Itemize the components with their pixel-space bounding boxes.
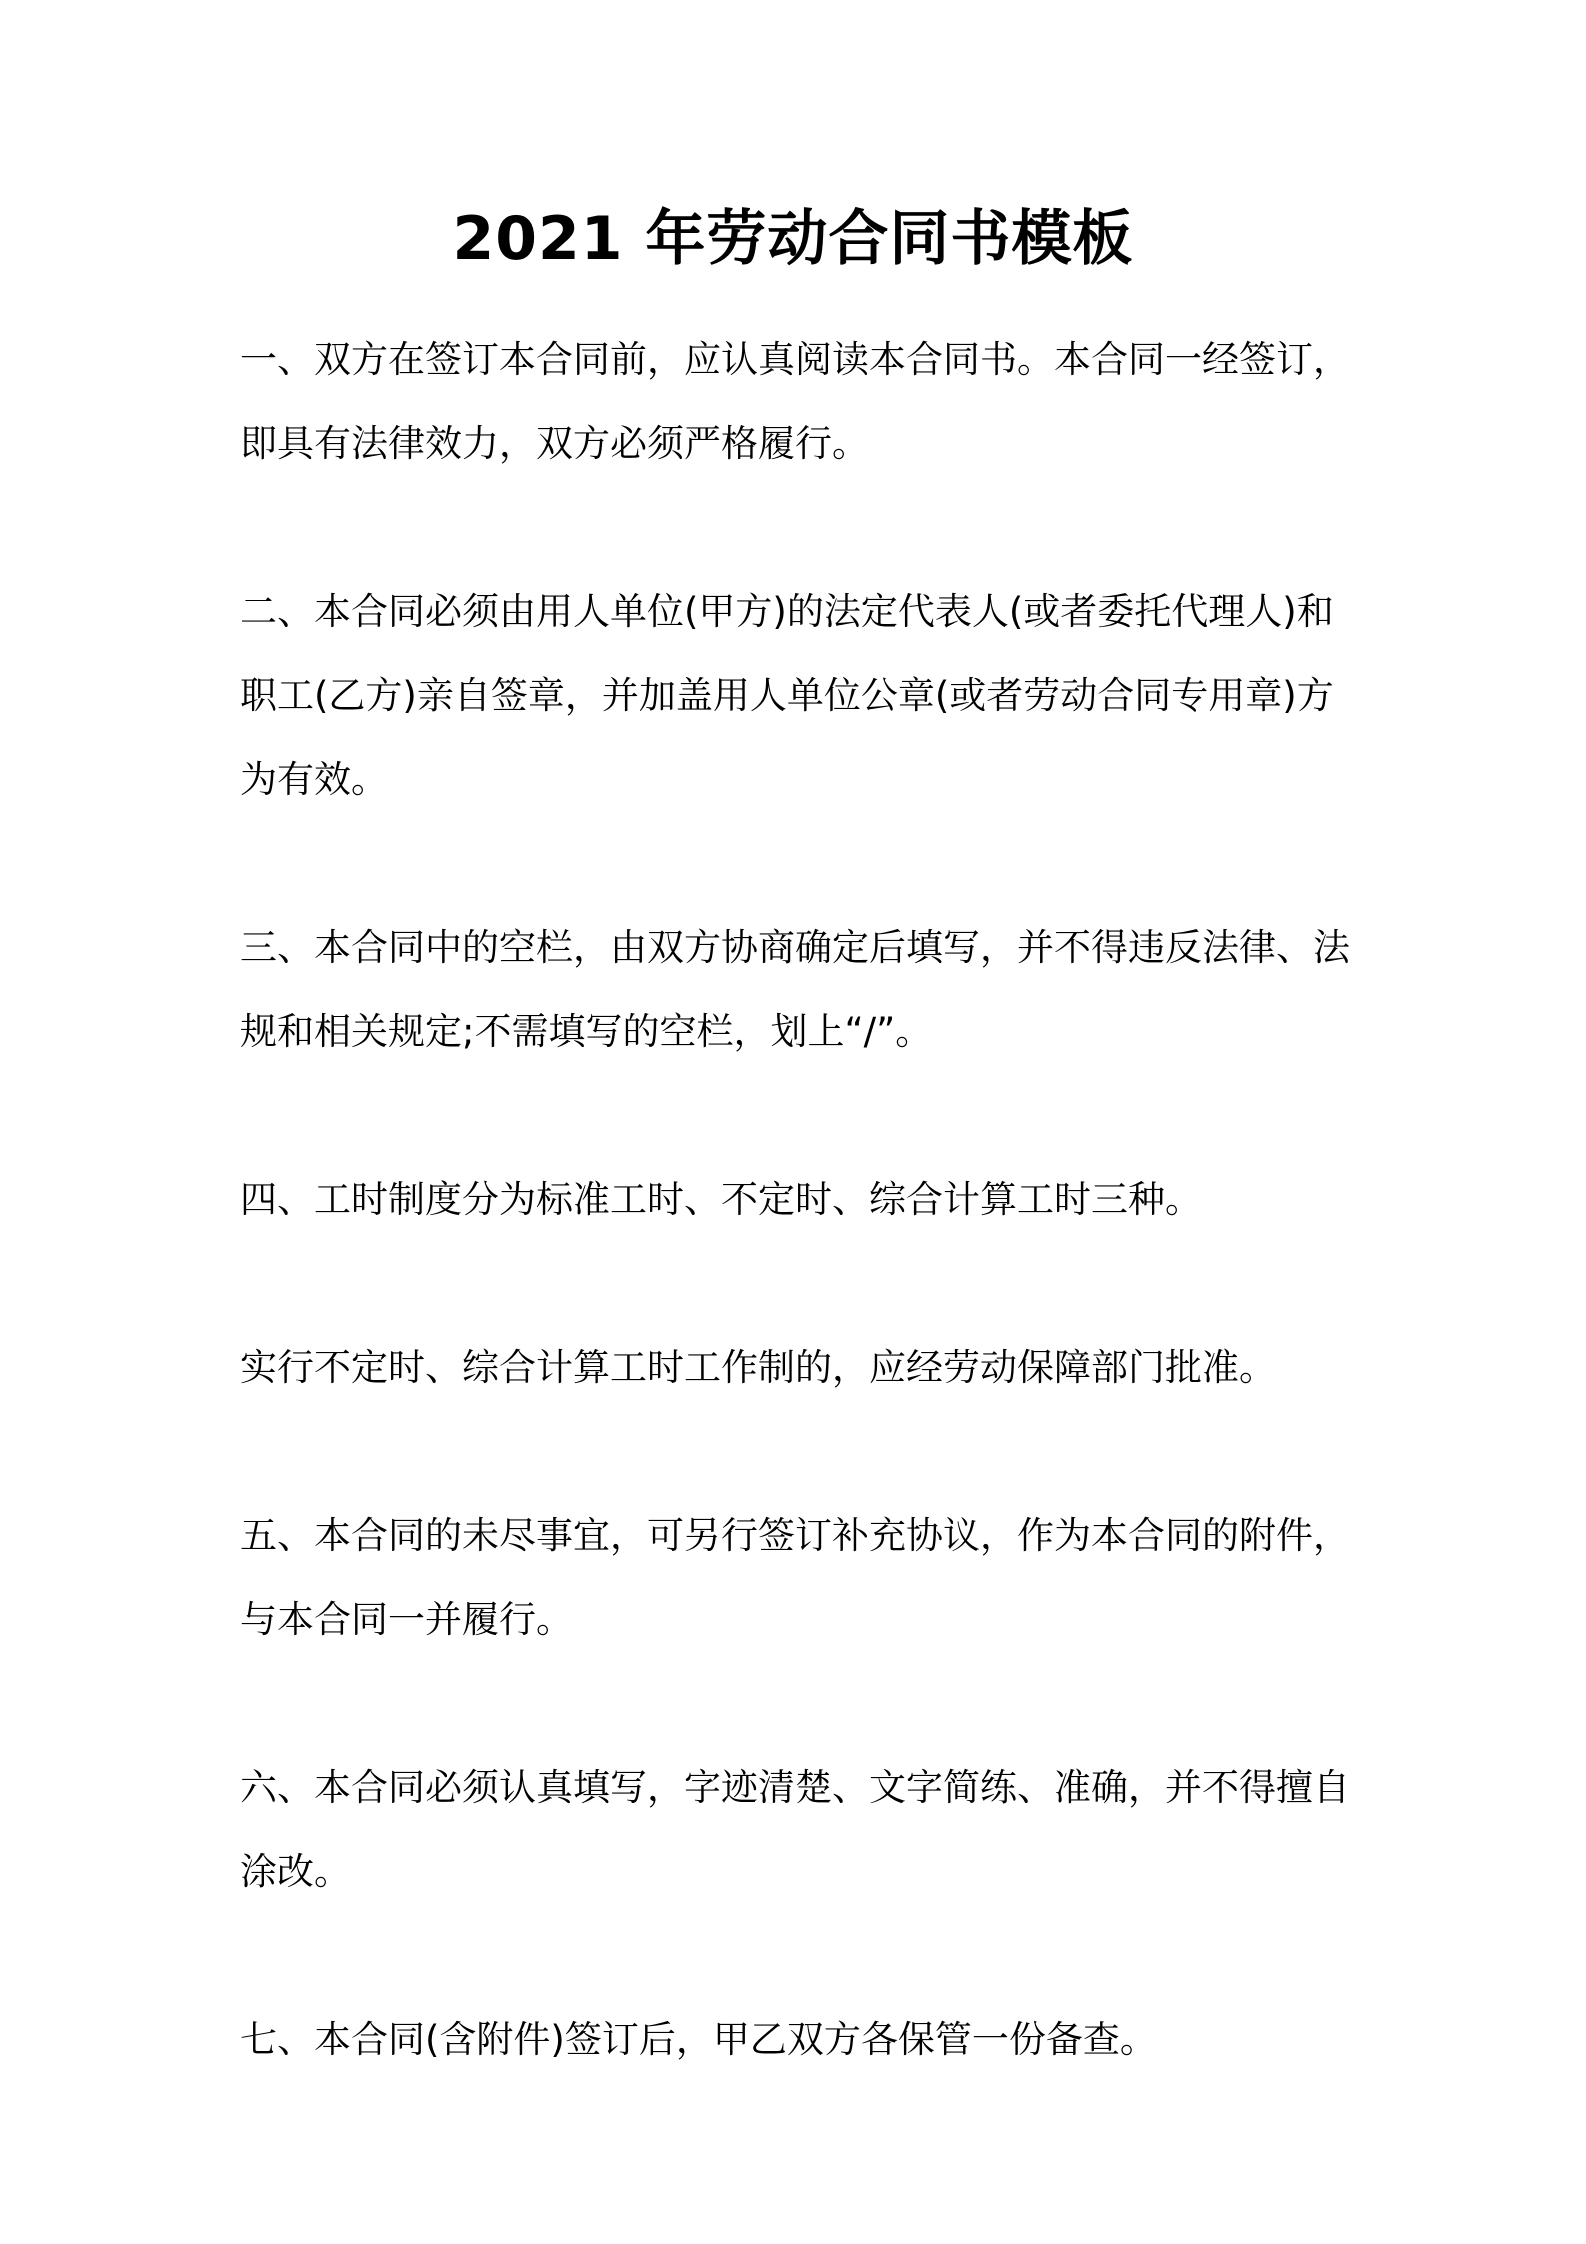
paragraph-line: 为有效。	[240, 758, 388, 801]
paragraph-line: 三、本合同中的空栏，由双方协商确定后填写，并不得违反法律、法	[240, 926, 1350, 969]
paragraph-3	[240, 906, 1370, 1074]
paragraph-2	[240, 570, 1370, 822]
paragraph-line: 五、本合同的未尽事宜，可另行签订补充协议，作为本合同的附件，	[240, 1514, 1350, 1557]
paragraph-5	[240, 1326, 1370, 1410]
paragraph-line: 实行不定时、综合计算工时工作制的，应经劳动保障部门批准。	[240, 1346, 1276, 1389]
paragraph-4	[240, 1158, 1370, 1242]
paragraph-line: 规和相关规定;不需填写的空栏，划上“/”。	[240, 1010, 933, 1053]
document-title: 2021 年劳动合同书模板	[452, 204, 1134, 274]
paragraph-line: 六、本合同必须认真填写，字迹清楚、文字简练、准确，并不得擅自	[240, 1766, 1350, 1809]
paragraph-line: 二、本合同必须由用人单位(甲方)的法定代表人(或者委托代理人)和	[240, 590, 1334, 633]
paragraph-line: 四、工时制度分为标准工时、不定时、综合计算工时三种。	[240, 1178, 1202, 1221]
paragraph-line: 一、双方在签订本合同前，应认真阅读本合同书。本合同一经签订，	[240, 338, 1350, 381]
paragraph-7	[240, 1746, 1370, 1914]
paragraph-line: 七、本合同(含附件)签订后，甲乙双方各保管一份备查。	[240, 2018, 1157, 2061]
paragraph-line: 涂改。	[240, 1850, 351, 1893]
paragraph-line: 即具有法律效力，双方必须严格履行。	[240, 422, 869, 465]
paragraph-1	[240, 318, 1370, 486]
paragraph-8	[240, 1998, 1370, 2082]
paragraph-6	[240, 1494, 1370, 1662]
paragraph-line: 职工(乙方)亲自签章，并加盖用人单位公章(或者劳动合同专用章)方	[240, 674, 1334, 717]
paragraph-line: 与本合同一并履行。	[240, 1598, 573, 1641]
